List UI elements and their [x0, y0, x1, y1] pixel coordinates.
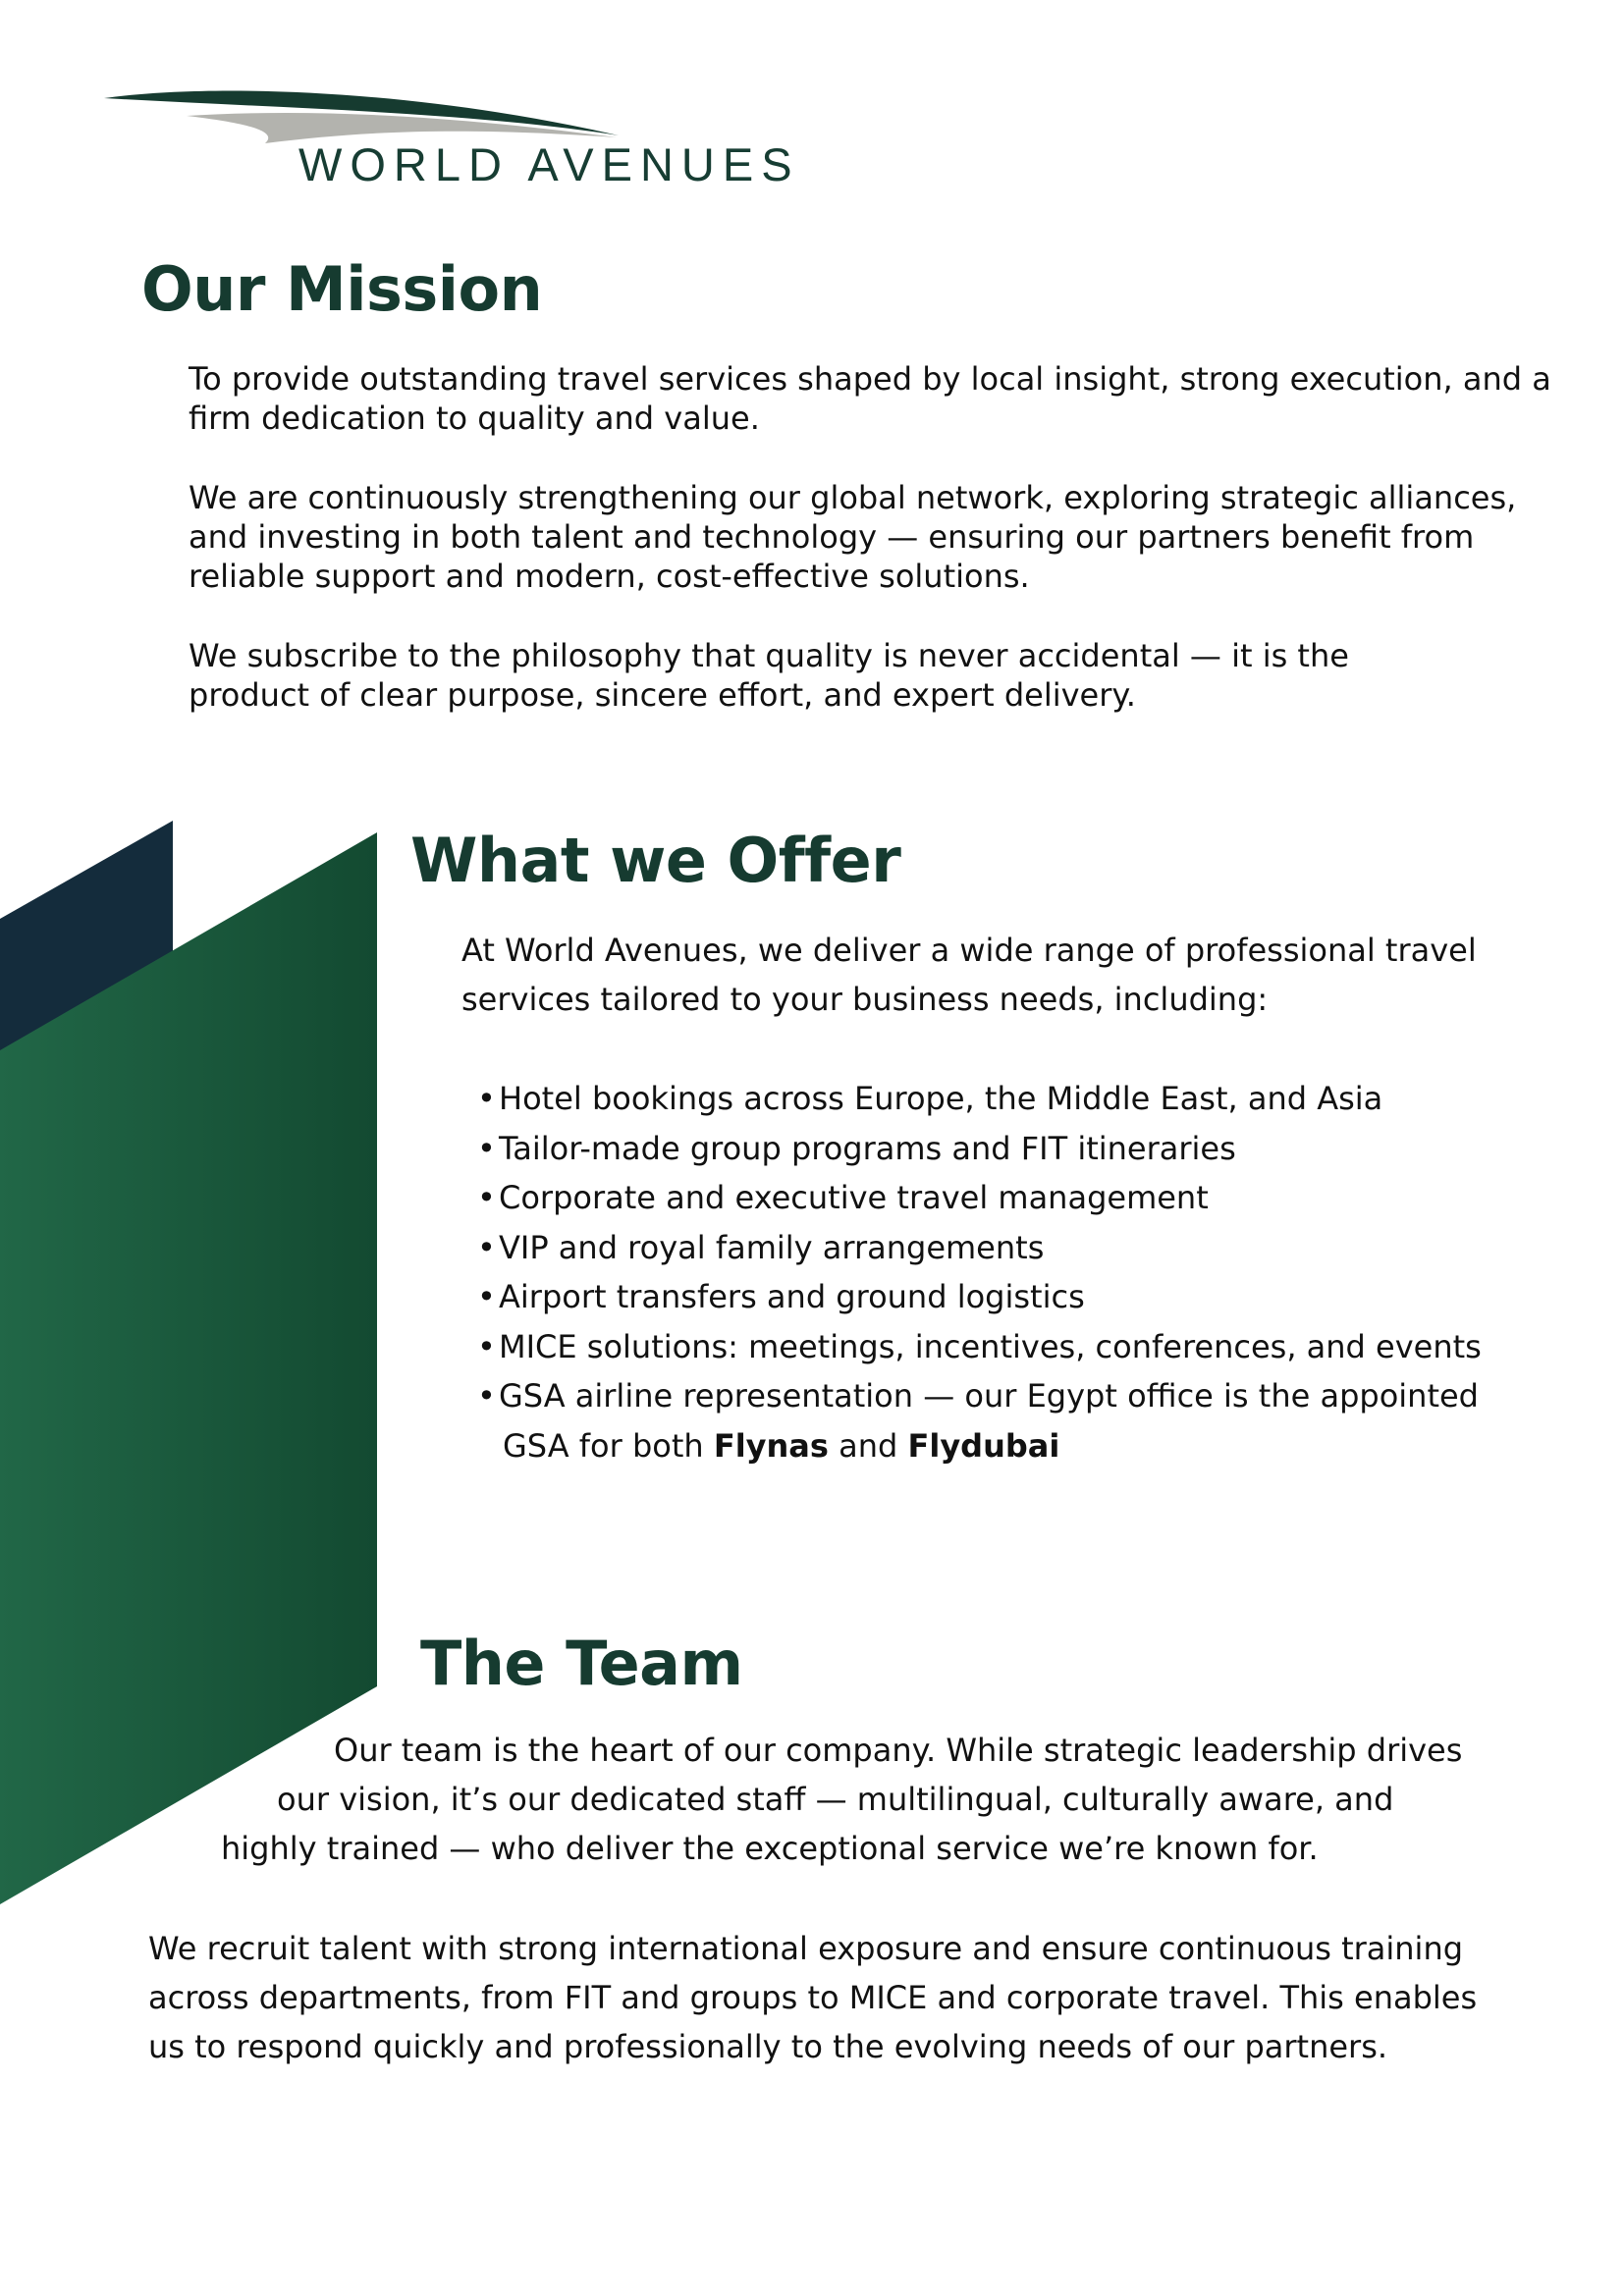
- offer-heading: What we Offer: [410, 825, 901, 896]
- airline-flynas: Flynas: [713, 1426, 829, 1465]
- offer-list: [477, 1074, 1482, 1470]
- mission-heading: Our Mission: [141, 253, 543, 325]
- airline-flydubai: Flydubai: [907, 1426, 1060, 1465]
- list-item: • Corporate and executive travel management: [477, 1173, 1482, 1223]
- team-line-3: highly trained — who deliver the exceptional service we’re known for.: [221, 1830, 1319, 1867]
- team-heading: The Team: [420, 1628, 743, 1699]
- mission-paragraph-2: We are continuously strengthening our global network, exploring strategic alliances, and investing in both talent and technology — ensuring our partners benefit from reliable support and modern, cost-effective solutions.: [189, 479, 1517, 595]
- list-item: • VIP and royal family arrangements: [477, 1223, 1482, 1273]
- team-paragraph-2: We recruit talent with strong international exposure and ensure continuous training across departments, from FIT and groups to MICE and corporate travel. This enables us to respond quickly and professionally to the evolving needs of our partners.: [148, 1930, 1478, 2065]
- brand-name: WORLD AVENUES: [298, 138, 800, 190]
- team-line-2: our vision, it’s our dedicated staff — multilingual, culturally aware, and: [277, 1781, 1394, 1818]
- list-item-gsa: • GSA airline representation — our Egypt office is the appointed GSA for both Flynas and Flydubai: [477, 1371, 1482, 1470]
- list-item: • Hotel bookings across Europe, the Middle East, and Asia: [477, 1074, 1482, 1124]
- list-item: • MICE solutions: meetings, incentives, conferences, and events: [477, 1322, 1482, 1372]
- list-item: • Tailor-made group programs and FIT itineraries: [477, 1124, 1482, 1174]
- mission-paragraph-1: To provide outstanding travel services shaped by local insight, strong execution, and a firm dedication to quality and value.: [189, 360, 1551, 437]
- team-line-1: Our team is the heart of our company. While strategic leadership drives: [334, 1732, 1463, 1769]
- list-item: • Airport transfers and ground logistics: [477, 1272, 1482, 1322]
- offer-intro: At World Avenues, we deliver a wide range of professional travel services tailored to your business needs, including:: [461, 932, 1477, 1018]
- mission-paragraph-3: We subscribe to the philosophy that quality is never accidental — it is the product of clear purpose, sincere effort, and expert delivery.: [189, 637, 1349, 714]
